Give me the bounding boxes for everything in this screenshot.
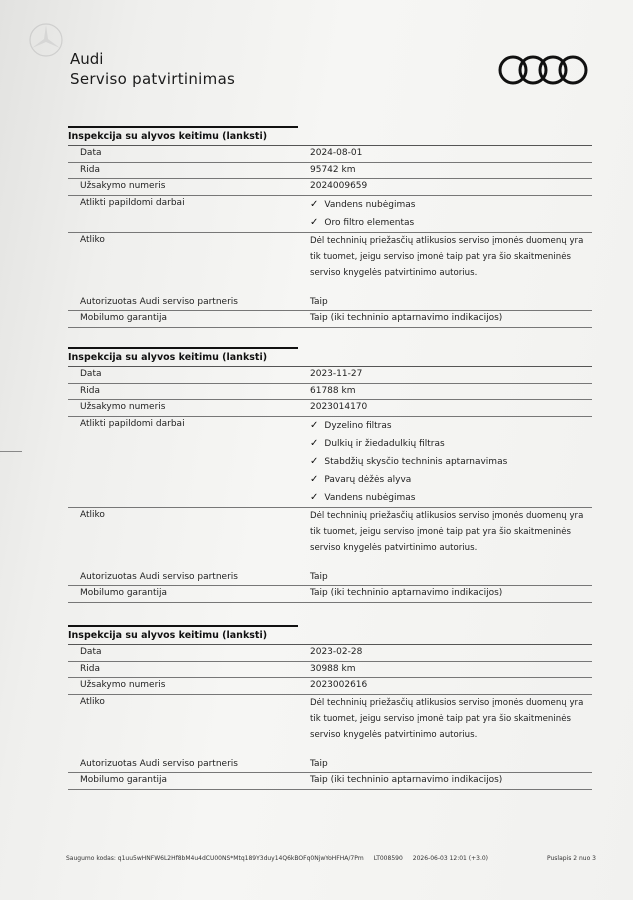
order-value: 2024009659	[310, 181, 368, 191]
date-row	[68, 367, 592, 384]
mileage-value: 95742 km	[310, 164, 356, 175]
check-icon: ✓	[310, 438, 319, 449]
service-record-3	[68, 625, 592, 790]
performed-by-row	[68, 233, 592, 281]
service-rows	[68, 145, 592, 328]
warranty-label: Mobilumo garantija	[80, 313, 168, 323]
extra-work-item: Pavarų dėžės alyva	[324, 474, 412, 485]
date-value: 2024-08-01	[310, 148, 363, 158]
partner-label: Autorizuotas Audi serviso partneris	[80, 571, 238, 582]
list-item	[310, 214, 592, 232]
performed-by-label: Atliko	[80, 234, 105, 245]
mileage-row	[68, 384, 592, 401]
extra-work-item: Dulkių ir žiedadulkių filtras	[324, 438, 445, 449]
extra-work-item: Vandens nubėgimas	[324, 492, 416, 503]
date-value: 2023-11-27	[310, 369, 363, 379]
date-label: Data	[80, 369, 102, 379]
extra-work-label: Atlikti papildomi darbai	[80, 197, 185, 208]
date-row	[68, 645, 592, 662]
service-title: Inspekcija su alyvos keitimu (lanksti)	[68, 126, 298, 144]
performed-by-note: Dėl techninių priežasčių atlikusios serviso įmonės duomenų yra tik tuomet, jeigu serviso įmonė taip pat yra šio skaitmeninės serviso knygelės patvirtinimo autorius.	[310, 697, 584, 740]
warranty-label: Mobilumo garantija	[80, 775, 168, 785]
mileage-label: Rida	[80, 385, 100, 396]
extra-work-item: Vandens nubėgimas	[324, 199, 416, 210]
audi-rings-logo-icon	[496, 53, 590, 87]
mileage-label: Rida	[80, 663, 100, 674]
performed-by-label: Atliko	[80, 509, 105, 520]
check-icon: ✓	[310, 199, 319, 210]
extra-work-row	[68, 417, 592, 508]
order-label: Užsakymo numeris	[80, 402, 166, 412]
order-label: Užsakymo numeris	[80, 181, 166, 191]
mercedes-star-watermark-icon	[26, 22, 66, 58]
partner-label: Autorizuotas Audi serviso partneris	[80, 296, 238, 307]
extra-work-item: Oro filtro elementas	[324, 217, 415, 228]
dealer-id: LT008590	[373, 855, 403, 862]
check-icon: ✓	[310, 492, 319, 503]
partner-value: Taip	[310, 571, 328, 582]
partner-row	[68, 295, 592, 312]
order-value: 2023014170	[310, 402, 368, 412]
performed-by-note: Dėl techninių priežasčių atlikusios serviso įmonės duomenų yra tik tuomet, jeigu serviso įmonė taip pat yra šio skaitmeninės serviso knygelės patvirtinimo autorius.	[310, 510, 584, 553]
extra-work-item: Stabdžių skysčio techninis aptarnavimas	[324, 456, 508, 467]
partner-value: Taip	[310, 758, 328, 769]
warranty-row	[68, 311, 592, 328]
mileage-label: Rida	[80, 164, 100, 175]
list-item	[310, 417, 592, 435]
brand-name: Audi	[70, 50, 104, 68]
date-label: Data	[80, 148, 102, 158]
extra-work-list	[298, 417, 592, 507]
order-row	[68, 678, 592, 695]
performed-by-note: Dėl techninių priežasčių atlikusios serviso įmonės duomenų yra tik tuomet, jeigu serviso įmonė taip pat yra šio skaitmeninės serviso knygelės patvirtinimo autorius.	[310, 235, 584, 278]
extra-work-label: Atlikti papildomi darbai	[80, 418, 185, 429]
list-item	[310, 453, 592, 471]
service-title: Inspekcija su alyvos keitimu (lanksti)	[68, 625, 298, 643]
check-icon: ✓	[310, 456, 319, 467]
service-record-2	[68, 347, 592, 603]
security-code: Saugumo kodas: q1uu5wHNFW6L2Hf8bM4u4dCU00NS*Mtq189Y3duy14Q6kBOFq0NjwYoHFHA/7Pm	[66, 855, 364, 862]
order-row	[68, 400, 592, 417]
partner-row	[68, 757, 592, 774]
service-rows	[68, 366, 592, 603]
warranty-label: Mobilumo garantija	[80, 588, 168, 598]
extra-work-item: Dyzelino filtras	[324, 420, 392, 431]
warranty-row	[68, 773, 592, 790]
service-title: Inspekcija su alyvos keitimu (lanksti)	[68, 347, 298, 365]
warranty-value: Taip (iki techninio aptarnavimo indikacijos)	[310, 775, 503, 785]
warranty-row	[68, 586, 592, 603]
list-item	[310, 489, 592, 507]
warranty-value: Taip (iki techninio aptarnavimo indikacijos)	[310, 313, 503, 323]
date-value: 2023-02-28	[310, 647, 363, 657]
mileage-value: 30988 km	[310, 663, 356, 674]
page-footer	[66, 855, 596, 862]
order-row	[68, 179, 592, 196]
check-icon: ✓	[310, 217, 319, 228]
order-label: Užsakymo numeris	[80, 680, 166, 690]
order-value: 2023002616	[310, 680, 368, 690]
extra-work-row	[68, 196, 592, 233]
mileage-row	[68, 662, 592, 679]
date-label: Data	[80, 647, 102, 657]
mileage-value: 61788 km	[310, 385, 356, 396]
service-rows	[68, 644, 592, 790]
warranty-value: Taip (iki techninio aptarnavimo indikacijos)	[310, 588, 503, 598]
performed-by-row	[68, 695, 592, 743]
mileage-row	[68, 163, 592, 180]
list-item	[310, 471, 592, 489]
print-timestamp: 2026-06-03 12:01 (+3.0)	[412, 855, 489, 862]
partner-value: Taip	[310, 296, 328, 307]
service-record-1	[68, 126, 592, 328]
list-item	[310, 196, 592, 214]
extra-work-list	[298, 196, 592, 232]
date-row	[68, 146, 592, 163]
list-item	[310, 435, 592, 453]
performed-by-row	[68, 508, 592, 556]
scan-edge-mark	[0, 451, 22, 452]
partner-row	[68, 570, 592, 587]
performed-by-label: Atliko	[80, 696, 105, 707]
check-icon: ✓	[310, 474, 319, 485]
partner-label: Autorizuotas Audi serviso partneris	[80, 758, 238, 769]
check-icon: ✓	[310, 420, 319, 431]
page-number: Puslapis 2 nuo 3	[546, 855, 596, 862]
page-title: Serviso patvirtinimas	[70, 70, 236, 88]
